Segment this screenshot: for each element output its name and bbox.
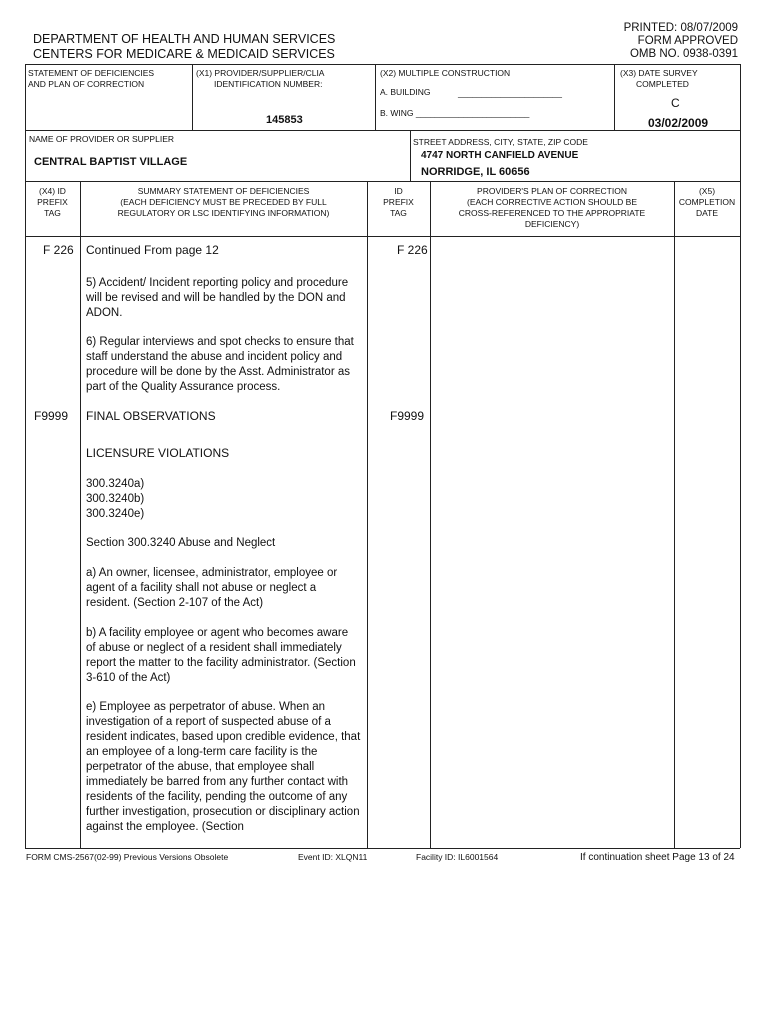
final-observations: FINAL OBSERVATIONS [86, 409, 216, 423]
x5-header-line: DATE [695, 208, 719, 218]
paragraph-6: 6) Regular interviews and spot checks to ensure that staff understand the abuse and incident policy and procedure will be done by the Asst. Administrator as part of the Quality Assurance process. [86, 336, 354, 393]
section-title: Section 300.3240 Abuse and Neglect [86, 537, 276, 549]
building-label: A. BUILDING [380, 87, 431, 97]
x3-label-1: (X3) DATE SURVEY [620, 68, 698, 78]
rule [25, 181, 740, 182]
paragraph-b: b) A facility employee or agent who becomes aware of abuse or neglect of a resident shall immediately report the matter to the facility administrator. (Section 3-610 of the Act) [86, 627, 356, 684]
x4-header-line: TAG [44, 208, 61, 218]
provider-id-number: 145853 [266, 114, 303, 126]
omb-number: OMB NO. 0938-0391 [629, 48, 738, 60]
licensure-violations: LICENSURE VIOLATIONS [86, 446, 230, 460]
rule [25, 848, 740, 849]
department-title: DEPARTMENT OF HEALTH AND HUMAN SERVICES [33, 32, 336, 46]
tag-f9999: F9999 [34, 409, 69, 423]
paragraph-5: 5) Accident/ Incident reporting policy and procedure will be revised and will be handled by the DON and ADON. [86, 277, 349, 319]
rule [740, 64, 741, 848]
x4-header [25, 186, 80, 219]
continued-from: Continued From page 12 [86, 243, 219, 257]
rule [25, 236, 740, 237]
x5-header-line: (X5) [698, 186, 716, 196]
x3-label-2: COMPLETED [636, 79, 689, 89]
rule [192, 64, 193, 130]
paragraph-a: a) An owner, licensee, administrator, employee or agent of a facility shall not abuse or neglect a resident. (Section 2-107 of the Act) [86, 567, 338, 609]
summary-header-line: (EACH DEFICIENCY MUST BE PRECEDED BY FULL [120, 197, 327, 207]
survey-date: 03/02/2009 [648, 116, 709, 130]
agency-title: CENTERS FOR MEDICARE & MEDICAID SERVICES [33, 47, 335, 61]
paragraph-e: e) Employee as perpetrator of abuse. When an investigation of a report of suspected abuse of a resident indicates, based upon credible evidence, that an employee of a long-term care facility is the perpetrator of the abuse, that employee shall immediately be barred from any further contact with residents of the facility, pending the outcome of any further investigation, prosecution or disciplinary action against the employee. (Section [86, 701, 361, 833]
code-300-3240b: 300.3240b) [86, 493, 145, 505]
plan-header-line: (EACH CORRECTIVE ACTION SHOULD BE [466, 197, 638, 207]
page-number: If continuation sheet Page 13 of 24 [580, 852, 735, 863]
x5-header [674, 186, 740, 219]
rule [25, 64, 740, 65]
summary-header-line: REGULATORY OR LSC IDENTIFYING INFORMATION) [117, 208, 330, 218]
x1-label-1: (X1) PROVIDER/SUPPLIER/CLIA [196, 68, 325, 78]
rule [367, 181, 368, 848]
summary-header [80, 186, 367, 219]
tag-f226-right: F 226 [397, 243, 428, 257]
tag-f226: F 226 [43, 243, 74, 257]
survey-code: C [671, 96, 680, 110]
x2-label: (X2) MULTIPLE CONSTRUCTION [380, 68, 511, 78]
x1-label-2: IDENTIFICATION NUMBER: [214, 79, 323, 89]
statement-label-1: STATEMENT OF DEFICIENCIES [28, 68, 155, 78]
id-prefix-header [367, 186, 430, 219]
x5-header-line: COMPLETION [678, 197, 736, 207]
plan-header-line: PROVIDER'S PLAN OF CORRECTION [477, 186, 627, 196]
address-label: STREET ADDRESS, CITY, STATE, ZIP CODE [413, 137, 588, 147]
rule [375, 64, 376, 130]
rule [614, 64, 615, 130]
plan-header-line: DEFICIENCY) [524, 219, 580, 229]
summary-header-line: SUMMARY STATEMENT OF DEFICIENCIES [137, 186, 310, 196]
address-street: 4747 NORTH CANFIELD AVENUE [421, 150, 579, 161]
form-approved: FORM APPROVED [637, 35, 738, 47]
address-city: NORRIDGE, IL 60656 [421, 166, 530, 178]
provider-name: CENTRAL BAPTIST VILLAGE [34, 156, 188, 168]
rule [410, 130, 411, 181]
x4-header-line: PREFIX [37, 197, 68, 207]
provider-name-label: NAME OF PROVIDER OR SUPPLIER [29, 134, 174, 144]
facility-id: Facility ID: IL6001564 [416, 852, 499, 862]
statement-label-2: AND PLAN OF CORRECTION [28, 79, 145, 89]
x4-header-line: (X4) ID [39, 186, 66, 196]
rule [430, 181, 431, 848]
tag-f9999-right: F9999 [390, 409, 425, 423]
wing-label: B. WING ________________________ [380, 108, 530, 118]
code-300-3240e: 300.3240e) [86, 508, 145, 520]
plan-header [430, 186, 674, 230]
form-footer: FORM CMS-2567(02-99) Previous Versions Obsolete [26, 852, 229, 862]
rule [25, 130, 740, 131]
rule [25, 64, 26, 848]
id-header-line: PREFIX [383, 197, 414, 207]
building-field: ______________________ [458, 88, 563, 98]
code-300-3240a: 300.3240a) [86, 478, 145, 490]
rule [80, 181, 81, 848]
plan-header-line: CROSS-REFERENCED TO THE APPROPRIATE [458, 208, 646, 218]
event-id: Event ID: XLQN11 [298, 852, 368, 862]
rule [674, 181, 675, 848]
id-header-line: ID [394, 186, 403, 196]
printed-date: PRINTED: 08/07/2009 [623, 22, 738, 34]
id-header-line: TAG [390, 208, 407, 218]
